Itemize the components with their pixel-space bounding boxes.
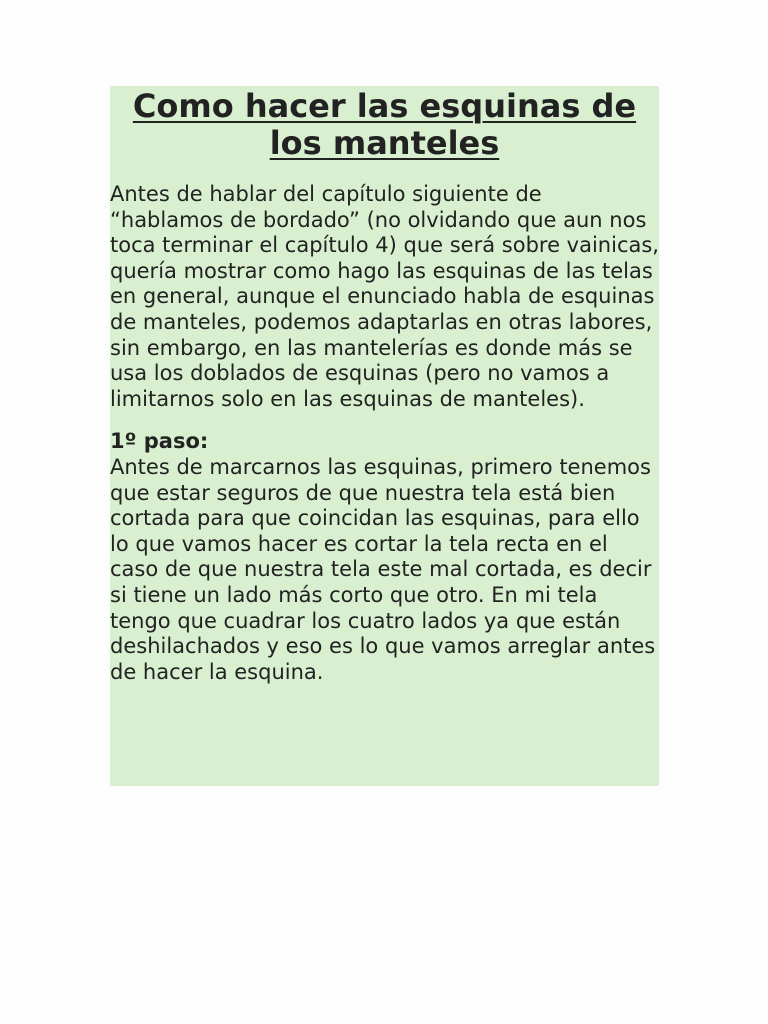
document-content-box xyxy=(110,86,659,786)
step-1-section xyxy=(110,429,659,685)
intro-paragraph: Antes de hablar del capítulo siguiente de “hablamos de bordado” (no olvidando que aun nos toca terminar el capítulo 4) que será sobre vainicas, quería mostrar como hago las esquinas de las telas en general, aunque el enunciado habla de esquinas de manteles, podemos adaptarlas en otras labores, sin embargo, en las mantelerías es donde más se usa los doblados de esquinas (pero no vamos a limitarnos solo en las esquinas de manteles). xyxy=(110,182,659,411)
step-1-heading: 1º paso: xyxy=(110,429,209,454)
document-title: Como hacer las esquinas de los manteles xyxy=(132,87,637,162)
step-1-paragraph: Antes de marcarnos las esquinas, primero tenemos que estar seguros de que nuestra tela está bien cortada para que coincidan las esquinas, para ello lo que vamos hacer es cortar la tela recta en el caso de que nuestra tela este mal cortada, es decir si tiene un lado más corto que otro. En mi tela tengo que cuadrar los cuatro lados ya que están deshilachados y eso es lo que vamos arreglar antes de hacer la esquina. xyxy=(110,454,656,684)
